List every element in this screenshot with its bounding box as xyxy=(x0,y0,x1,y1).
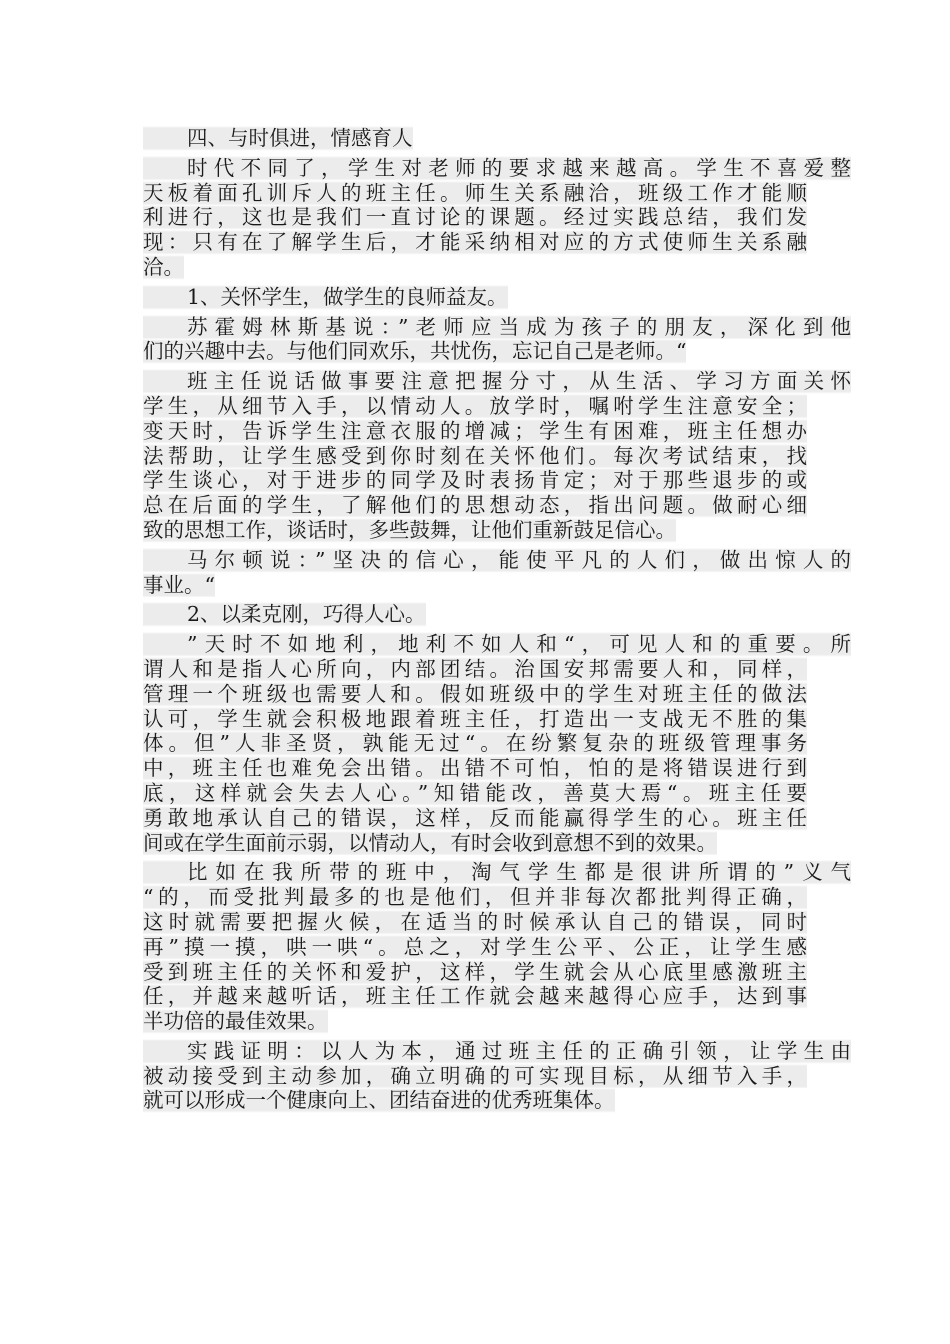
text-line: 利进行，这也是我们一直讨论的课题。经过实践总结，我们发 xyxy=(143,205,807,230)
text-line: 底，这样就会失去人心。”知错能改，善莫大焉“。班主任要 xyxy=(143,780,807,805)
text-line: 学生，从细节入手，以情动人。放学时，嘱咐学生注意安全； xyxy=(143,393,807,418)
text-line: 1、关怀学生，做学生的良师益友。 xyxy=(143,285,508,310)
text-line: 学生谈心，对于进步的同学及时表扬肯定；对于那些退步的或 xyxy=(143,468,807,493)
text-line: 洽。 xyxy=(143,254,184,279)
text-line: 致的思想工作，谈话时，多些鼓舞，让他们重新鼓足信心。 xyxy=(143,517,676,542)
text-line: 勇敢地承认自己的错误，这样，反而能赢得学生的心。班主任 xyxy=(143,805,807,830)
text-line: 就可以形成一个健康向上、团结奋进的优秀班集体。 xyxy=(143,1088,615,1113)
subsection-heading xyxy=(143,602,807,632)
text-line: 这时就需要把握火候，在适当的时候承认自己的错误，同时 xyxy=(143,909,807,934)
text-line: 任，并越来越听话，班主任工作就会越来越得心应手，达到事 xyxy=(143,984,807,1009)
text-line: 变天时，告诉学生注意衣服的增减；学生有困难，班主任想办 xyxy=(143,418,807,443)
text-line: 苏霍姆林斯基说：”老师应当成为孩子的朋友，深化到他 xyxy=(143,315,851,340)
text-line: ”天时不如地利，地利不如人和“，可见人和的重要。所 xyxy=(143,632,851,657)
text-line: 间或在学生面前示弱，以情动人，有时会收到意想不到的效果。 xyxy=(143,830,717,855)
paragraph xyxy=(143,860,851,1039)
paragraph xyxy=(143,314,851,370)
paragraph xyxy=(143,155,851,285)
text-line: 法帮助，让学生感受到你时刻在关怀他们。每次考试结束，找 xyxy=(143,443,807,468)
paragraph xyxy=(143,369,851,548)
text-line: 天板着面孔训斥人的班主任。师生关系融洽，班级工作才能顺 xyxy=(143,180,807,205)
paragraph xyxy=(143,1038,851,1118)
text-line: 时代不同了，学生对老师的要求越来越高。学生不喜爱整 xyxy=(143,156,851,181)
text-line: 2、以柔克刚，巧得人心。 xyxy=(143,602,426,627)
text-line: 被动接受到主动参加，确立明确的可实现目标，从细节入手， xyxy=(143,1063,807,1088)
section-heading xyxy=(143,126,807,156)
text-line: 现：只有在了解学生后，才能采纳相对应的方式使师生关系融 xyxy=(143,230,807,255)
text-line: 管理一个班级也需要人和。假如班级中的学生对班主任的做法 xyxy=(143,681,807,706)
document-page xyxy=(143,126,851,1118)
text-line: 班主任说话做事要注意把握分寸，从生活、学习方面关怀 xyxy=(143,369,851,394)
text-line: 再”摸一摸，哄一哄“。总之，对学生公平、公正，让学生感 xyxy=(143,934,807,959)
paragraph xyxy=(143,547,851,603)
text-line: 们的兴趣中去。与他们同欢乐，共忧伤，忘记自己是老师。“ xyxy=(143,339,687,364)
subsection-heading xyxy=(143,285,807,315)
text-line: 谓人和是指人心所向，内部团结。治国安邦需要人和，同样， xyxy=(143,656,807,681)
text-line: 总在后面的学生，了解他们的思想动态，指出问题。做耐心细 xyxy=(143,493,807,518)
text-line: 实践证明：以人为本，通过班主任的正确引领，让学生由 xyxy=(143,1039,851,1064)
text-line: 马尔顿说：”坚决的信心，能使平凡的人们，做出惊人的 xyxy=(143,548,851,573)
paragraph xyxy=(143,632,851,860)
text-line: 比如在我所带的班中，淘气学生都是很讲所谓的”义气 xyxy=(143,860,851,885)
text-line: 事业。“ xyxy=(143,572,215,597)
text-line: 受到班主任的关怀和爱护，这样，学生就会从心底里感激班主 xyxy=(143,959,807,984)
text-line: 认可，学生就会积极地跟着班主任，打造出一支战无不胜的集 xyxy=(143,706,807,731)
text-line: 四、与时俱进，情感育人 xyxy=(143,126,413,151)
text-line: “的，而受批判最多的也是他们，但并非每次都批判得正确， xyxy=(143,885,807,910)
text-line: 中，班主任也难免会出错。出错不可怕，怕的是将错误进行到 xyxy=(143,756,807,781)
text-line: 体。但”人非圣贤，孰能无过“。在纷繁复杂的班级管理事务 xyxy=(143,731,807,756)
text-line: 半功倍的最佳效果。 xyxy=(143,1009,328,1034)
